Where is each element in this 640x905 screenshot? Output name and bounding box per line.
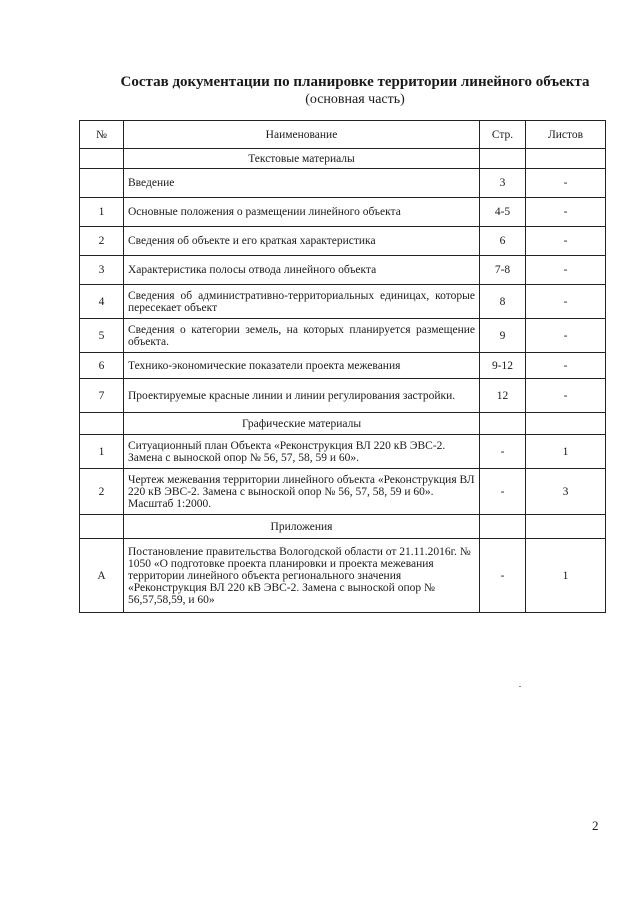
row-sheets: - [526,169,606,198]
row-str: 12 [480,379,526,413]
row-sheets: - [526,256,606,285]
row-num: 1 [80,435,124,469]
table-row [80,256,606,285]
row-name: Введение [124,169,480,198]
row-sheets: - [526,319,606,353]
row-sheets: - [526,198,606,227]
table-row [80,435,606,469]
row-num: 1 [80,198,124,227]
header-sheets: Листов [526,121,606,149]
header-str: Стр. [480,121,526,149]
row-str: 9-12 [480,353,526,379]
table-row [80,353,606,379]
section-row-appendix [80,515,606,539]
row-str: - [480,469,526,515]
row-name: Проектируемые красные линии и линии регулирования застройки. [124,379,480,413]
row-num: А [80,539,124,613]
table-row [80,379,606,413]
section-row-graphic [80,413,606,435]
table-row [80,227,606,256]
section-label: Текстовые материалы [124,149,480,169]
row-name: Основные положения о размещении линейного объекта [124,198,480,227]
section-label: Графические материалы [124,413,480,435]
header-name: Наименование [124,121,480,149]
table-row [80,539,606,613]
row-sheets: - [526,379,606,413]
row-name: Чертеж межевания территории линейного объекта «Реконструкция ВЛ 220 кВ ЭВС-2. Замена с выноской опор № 56, 57, 58, 59 и 60». Масштаб 1:2000. [124,469,480,515]
row-str: 6 [480,227,526,256]
row-name: Сведения о категории земель, на которых планируется размещение объекта. [124,319,480,353]
row-sheets: - [526,353,606,379]
row-str: - [480,435,526,469]
row-num: 6 [80,353,124,379]
row-sheets: 1 [526,539,606,613]
row-name: Технико-экономические показатели проекта межевания [124,353,480,379]
section-row-text [80,149,606,169]
row-num: 2 [80,227,124,256]
row-str: 4-5 [480,198,526,227]
row-str: 8 [480,285,526,319]
row-str: 7-8 [480,256,526,285]
section-label: Приложения [124,515,480,539]
row-sheets: - [526,227,606,256]
table-row [80,469,606,515]
page-number: 2 [592,818,599,833]
row-sheets: 3 [526,469,606,515]
row-num: 2 [80,469,124,515]
row-name: Ситуационный план Объекта «Реконструкция ВЛ 220 кВ ЭВС-2. Замена с выноской опор № 56, 57, 58, 59 и 60». [124,435,480,469]
row-name: Сведения об объекте и его краткая характеристика [124,227,480,256]
row-str: 9 [480,319,526,353]
row-num: 4 [80,285,124,319]
document-subtitle: (основная часть) [305,92,405,107]
scan-speck [519,686,521,687]
header-num: № [80,121,124,149]
table-row [80,198,606,227]
table-row [80,285,606,319]
table-row [80,169,606,198]
row-name: Постановление правительства Вологодской области от 21.11.2016г. № 1050 «О подготовке проекта планировки и проекта межевания территории линейного объекта регионального значения «Реконструкция ВЛ 220 кВ ЭВС-2. Замена с выноской опор № 56,57,58,59, и 60» [124,539,480,613]
row-num [80,169,124,198]
table-row [80,319,606,353]
row-num: 3 [80,256,124,285]
row-sheets: 1 [526,435,606,469]
row-num: 5 [80,319,124,353]
row-str: 3 [480,169,526,198]
document-title: Состав документации по планировке территории линейного объекта [120,74,590,90]
row-name: Сведения об административно-территориальных единицах, которые пересекает объект [124,285,480,319]
row-sheets: - [526,285,606,319]
row-name: Характеристика полосы отвода линейного объекта [124,256,480,285]
contents-table [79,120,606,613]
table-header-row [80,121,606,149]
row-str: - [480,539,526,613]
row-num: 7 [80,379,124,413]
